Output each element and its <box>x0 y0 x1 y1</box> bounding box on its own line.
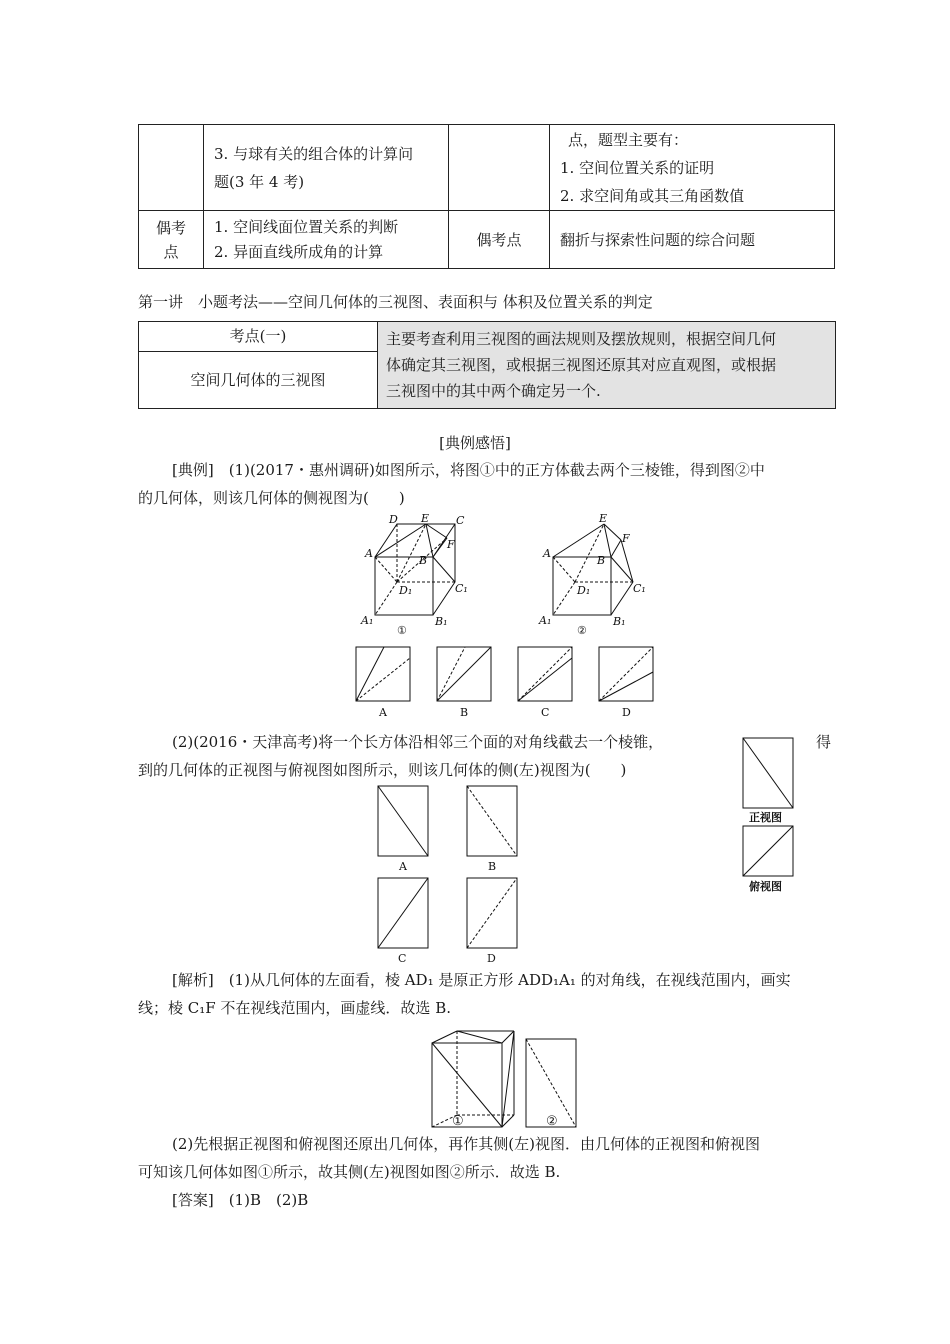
exam-point-table <box>138 321 836 409</box>
exam-point-description: 主要考查利用三视图的画法规则及摆放规则，根据空间几何 体确定其三视图，或根据三视图还原其对应直观图，或根据 三视图中的其中两个确定另一个. <box>378 322 836 409</box>
top-view-label: 俯视图 <box>749 880 782 893</box>
q2-option-a-view <box>378 786 428 856</box>
q2-options <box>370 782 530 952</box>
answer-line: [答案] (1)B (2)B <box>172 1191 309 1209</box>
q1-option-label-a: A <box>379 706 387 719</box>
q1-line1: [典例] (1)(2017・惠州调研)如图所示，将图①中的正方体截去两个三棱锥，得到图②中 <box>172 461 765 479</box>
table1-row2-col1: 偶考 点 <box>139 211 204 269</box>
vertex-label: A₁ <box>361 614 374 627</box>
vertex-label: D₁ <box>577 584 591 597</box>
lecture-title: 第一讲 小题考法——空间几何体的三视图、表面积与 体积及位置关系的判定 <box>138 293 653 311</box>
vertex-label: D₁ <box>399 584 413 597</box>
table1-empty-cell <box>449 125 550 211</box>
table1-row2-col3: 偶考点 <box>449 211 550 269</box>
q1-option-b-view <box>437 647 491 701</box>
section-title: [典例感悟] <box>439 434 511 452</box>
table1-row2-col4: 翻折与探索性问题的综合问题 <box>550 211 835 269</box>
top-view <box>743 826 793 876</box>
vertex-label: F <box>447 538 455 551</box>
q1-option-label-d: D <box>622 706 631 719</box>
vertex-label: B₁ <box>613 615 626 628</box>
vertex-label: D <box>389 513 398 526</box>
given-views <box>736 734 800 894</box>
front-view-label: 正视图 <box>749 811 782 824</box>
vertex-label: A₁ <box>539 614 552 627</box>
q1-option-a-view <box>356 647 410 701</box>
analysis-line3: (2)先根据正视图和俯视图还原出几何体，再作其侧(左)视图．由几何体的正视图和俯视图 <box>172 1135 760 1153</box>
figure-caption-1: ① <box>397 624 407 637</box>
vertex-label: B <box>419 554 428 567</box>
q2-option-c-view <box>378 878 428 948</box>
q2-option-d-view <box>467 878 517 948</box>
q2-line1-end: 得 <box>816 733 832 751</box>
table1-empty-cell <box>139 125 204 211</box>
q2-option-label-d: D <box>487 952 496 965</box>
analysis-line1: [解析] (1)从几何体的左面看，棱 AD₁ 是原正方形 ADD₁A₁ 的对角线，在视线范围内，画实 <box>172 971 791 989</box>
vertex-label: C <box>456 514 465 527</box>
q1-option-label-c: C <box>541 706 550 719</box>
q2-line1: (2)(2016・天津高考)将一个长方体沿相邻三个面的对角线截去一个棱锥， <box>172 733 664 751</box>
vertex-label: C₁ <box>633 582 646 595</box>
q2-option-label-b: B <box>488 860 497 873</box>
exam-point-number: 考点(一) <box>139 322 378 352</box>
table1-row2-col2: 1. 空间线面位置关系的判断 2. 异面直线所成角的计算 <box>204 211 449 269</box>
q1-line2: 的几何体，则该几何体的侧视图为( ) <box>138 489 405 507</box>
vertex-label: C₁ <box>455 582 468 595</box>
front-view <box>743 738 793 808</box>
q2-option-label-a: A <box>399 860 407 873</box>
vertex-label: B <box>597 554 606 567</box>
vertex-label: A <box>543 547 551 560</box>
cube-figure-2 <box>553 524 633 615</box>
exam-point-name: 空间几何体的三视图 <box>139 352 378 409</box>
restored-solid-figure <box>432 1031 514 1127</box>
q2-option-b-view <box>467 786 517 856</box>
exam-point-table-continued <box>138 124 835 269</box>
table1-row1-col4: 点，题型主要有： 1. 空间位置关系的证明 2. 求空间角或其三角函数值 <box>550 125 835 211</box>
cube-figure-1 <box>375 524 455 615</box>
analysis-line2: 线；棱 C₁F 不在视线范围内，画虚线．故选 B. <box>138 999 451 1017</box>
vertex-label: E <box>421 512 430 525</box>
table1-row1-col2: 3. 与球有关的组合体的计算问 题(3 年 4 考) <box>204 125 449 211</box>
vertex-label: F <box>622 532 630 545</box>
analysis-figures <box>420 1027 590 1137</box>
q1-options <box>350 642 660 722</box>
q1-option-d-view <box>599 647 653 701</box>
vertex-label: B₁ <box>435 615 448 628</box>
analysis-caption-2: ② <box>546 1114 558 1129</box>
cube-figures <box>355 512 655 637</box>
cube-figure-2-labels <box>538 512 646 637</box>
vertex-label: E <box>599 512 608 525</box>
analysis-caption-1: ① <box>452 1114 464 1129</box>
cube-figure-1-labels <box>360 512 468 637</box>
q2-option-label-c: C <box>398 952 407 965</box>
q1-option-label-b: B <box>460 706 469 719</box>
q2-line2: 到的几何体的正视图与俯视图如图所示，则该几何体的侧(左)视图为( ) <box>138 761 627 779</box>
analysis-line4: 可知该几何体如图①所示，故其侧(左)视图如图②所示．故选 B. <box>138 1163 561 1181</box>
figure-caption-2: ② <box>577 624 587 637</box>
q1-option-c-view <box>518 647 572 701</box>
vertex-label: A <box>365 547 373 560</box>
